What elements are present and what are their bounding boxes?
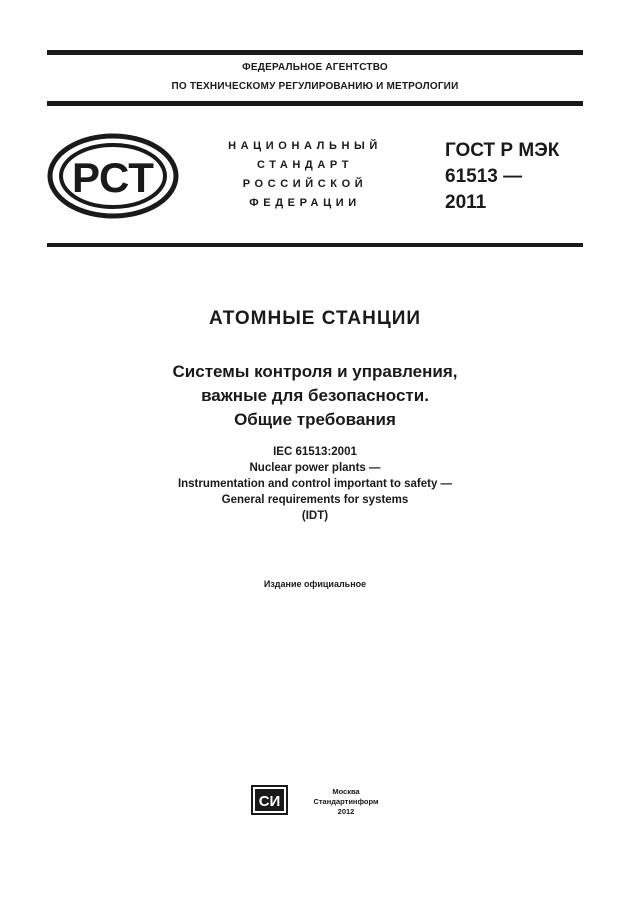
rst-logo [47,133,179,219]
designation-line-3: 2011 [445,192,487,213]
iec-line-2: Nuclear power plants — [249,462,381,474]
subtitle-line-2: важные для безопасности. [201,386,429,405]
subtitle-line-1: Системы контроля и управления, [172,362,458,381]
iec-line-3: Instrumentation and control important to safety — [177,478,453,490]
publisher-year: 2012 [337,807,355,816]
publisher-logo-text: СИ [258,793,281,810]
publisher-city: Москва [332,787,360,796]
rst-logo-icon [47,133,179,219]
standartinform-logo-icon [251,785,288,815]
standard-type-line-3: РОССИЙСКОЙ [242,178,368,190]
iec-line-1: IEC 61513:2001 [273,446,357,458]
header-bottom-rule [47,243,583,247]
standard-type-line-1: НАЦИОНАЛЬНЫЙ [228,140,382,152]
agency-bottom-rule [47,101,583,106]
iec-line-4: General requirements for systems [221,494,409,506]
publisher-logo [251,785,288,815]
publisher-name: Стандартинформ [313,797,379,806]
subtitle-line-3: Общие требования [234,410,396,429]
standard-type-line-2: СТАНДАРТ [256,159,354,171]
agency-line-1: ФЕДЕРАЛЬНОЕ АГЕНТСТВО [242,62,388,73]
designation-line-1: ГОСТ Р МЭК [445,140,560,161]
standard-type-line-4: ФЕДЕРАЦИИ [249,197,361,209]
document-title: АТОМНЫЕ СТАНЦИИ [208,308,422,329]
designation-line-2: 61513 — [445,166,523,187]
edition-label: Издание официальное [263,579,367,589]
agency-line-2: ПО ТЕХНИЧЕСКОМУ РЕГУЛИРОВАНИЮ И МЕТРОЛОГИИ [171,81,459,92]
iec-line-5: (IDT) [301,510,329,522]
rst-logo-text: РСТ [72,154,154,201]
top-rule [47,50,583,55]
